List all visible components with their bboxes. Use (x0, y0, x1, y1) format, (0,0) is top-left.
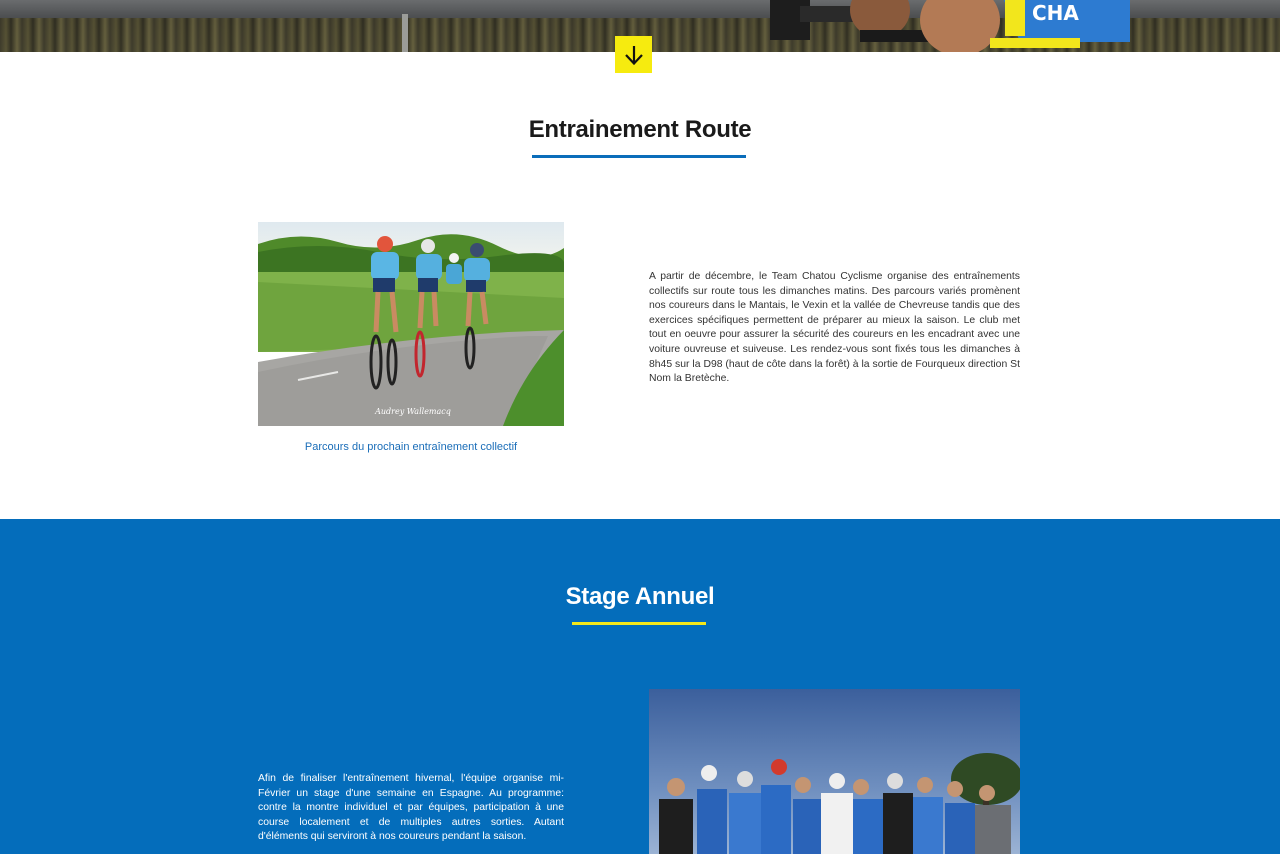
cyclist-image (760, 0, 1140, 52)
photo-signature: Audrey Wallemacq (375, 407, 451, 416)
rail-post (402, 14, 408, 52)
route-training-photo (258, 222, 564, 426)
team-group-photo (649, 689, 1020, 854)
scroll-down-button[interactable] (615, 36, 652, 73)
stage-section (0, 519, 1280, 854)
stage-section-title: Stage Annuel (565, 583, 715, 610)
route-section-title: Entrainement Route (528, 116, 752, 143)
stage-title-underline (572, 622, 706, 625)
arrow-down-icon (624, 44, 644, 66)
route-description: A partir de décembre, le Team Chatou Cyclisme organise des entraînements collectifs sur route tous les dimanches matins. Des parcours variés promènent nos coureurs dans le Mantais, le Vexin et la vallée de Chevreuse tandis que des exercices spécifiques permettent de préparer au mieux la saison. Le club met tout en oeuvre pour assurer la sécurité des coureurs en les encadrant avec une voiture ouvreuse et suiveuse. Les rendez-vous sont fixés tous les dimanches à 8h45 sur la D98 (haut de côte dans la forêt) à la sortie de Fourqueux direction St Nom la Bretèche. (649, 271, 1020, 385)
next-training-route-link[interactable]: Parcours du prochain entraînement collectif (304, 441, 518, 453)
route-title-underline (532, 155, 746, 158)
jersey-text: CHA (1032, 1, 1079, 25)
stage-description: Afin de finaliser l'entraînement hivernal, l'équipe organise mi-Février un stage d'une semaine en Espagne. Au programme: contre la montre individuel et par équipes, participation à une course localement et de multiples autres sorties. Autant d'éléments qui serviront à nos coureurs pendant la saison. (258, 773, 564, 843)
